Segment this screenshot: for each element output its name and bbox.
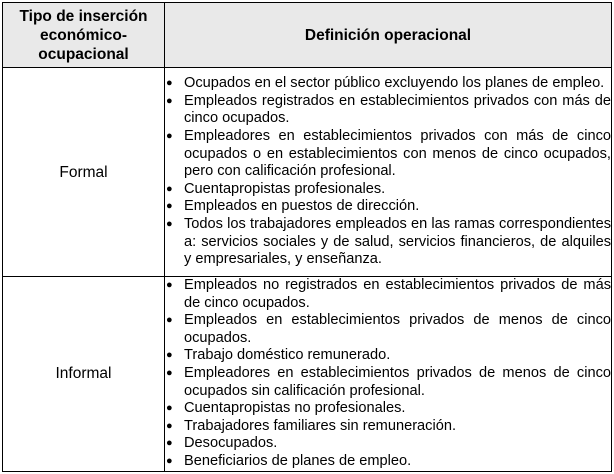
bullet-icon: ● <box>166 182 173 195</box>
type-cell-informal: Informal <box>3 277 165 472</box>
bullet-icon: ● <box>166 77 173 90</box>
bullet-icon: ● <box>166 454 173 467</box>
header-type-of-insertion: Tipo de inserción económico-ocupacional <box>3 3 165 68</box>
list-item-text: Desocupados. <box>184 435 278 452</box>
type-cell-formal: Formal <box>3 68 165 277</box>
list-item <box>165 453 611 471</box>
table-row-informal <box>3 277 612 472</box>
bullet-icon: ● <box>166 419 173 432</box>
list-item-text: Ocupados en el sector público excluyendo los planes de empleo. <box>184 75 605 92</box>
bullet-icon: ● <box>166 279 173 291</box>
definition-cell-formal <box>165 68 612 277</box>
list-item-text: Trabajo doméstico remunerado. <box>184 347 391 364</box>
list-item <box>165 418 611 436</box>
operational-definition-table <box>2 2 612 472</box>
bullet-icon: ● <box>166 314 173 327</box>
list-item <box>165 198 611 216</box>
list-item-text: Cuentapropistas profesionales. <box>184 180 386 197</box>
bullet-icon: ● <box>166 366 173 379</box>
header-row <box>3 3 612 68</box>
list-item <box>165 277 611 312</box>
bullet-icon: ● <box>166 217 173 230</box>
list-item-text: Trabajadores familiares sin remuneración. <box>184 417 456 434</box>
list-item <box>165 93 611 128</box>
list-item <box>165 365 611 400</box>
list-item-text: Cuentapropistas no profesionales. <box>184 400 406 417</box>
list-item <box>165 400 611 418</box>
bullet-icon: ● <box>166 94 173 107</box>
list-item-text: Empleados en establecimientos privados de menos de cinco ocupados. <box>184 312 611 346</box>
list-item <box>165 347 611 365</box>
table-row-formal <box>3 68 612 277</box>
list-item <box>165 181 611 199</box>
bullet-icon: ● <box>166 130 173 143</box>
list-item <box>165 128 611 181</box>
bullet-icon: ● <box>166 437 173 450</box>
list-item-text: Empleados en puestos de dirección. <box>184 198 420 215</box>
definition-list-informal <box>165 277 611 471</box>
list-item-text: Todos los trabajadores empleados en las ramas correspondientes a: servicios sociales y de salud, servicios financieros, de alquiles y empresariales, y enseñanza. <box>184 215 611 268</box>
list-item <box>165 216 611 269</box>
list-item-text: Beneficiarios de planes de empleo. <box>184 452 412 469</box>
bullet-icon: ● <box>166 200 173 213</box>
bullet-icon: ● <box>166 402 173 415</box>
definition-cell-informal <box>165 277 612 472</box>
list-item <box>165 312 611 347</box>
list-item-text: Empleados no registrados en establecimientos privados de más de cinco ocupados. <box>184 277 611 311</box>
list-item-text: Empleados registrados en establecimientos privados con más de cinco ocupados. <box>184 92 611 127</box>
list-item <box>165 75 611 93</box>
header-operational-definition: Definición operacional <box>165 3 612 68</box>
list-item <box>165 435 611 453</box>
list-item-text: Empleadores en establecimientos privados de menos de cinco ocupados sin calificación profesional. <box>184 364 611 399</box>
bullet-icon: ● <box>166 349 173 362</box>
list-item-text: Empleadores en establecimientos privados con más de cinco ocupados o en establecimientos con menos de cinco ocupados, pero con calificación profesional. <box>184 128 611 180</box>
definition-list-formal <box>165 75 611 269</box>
